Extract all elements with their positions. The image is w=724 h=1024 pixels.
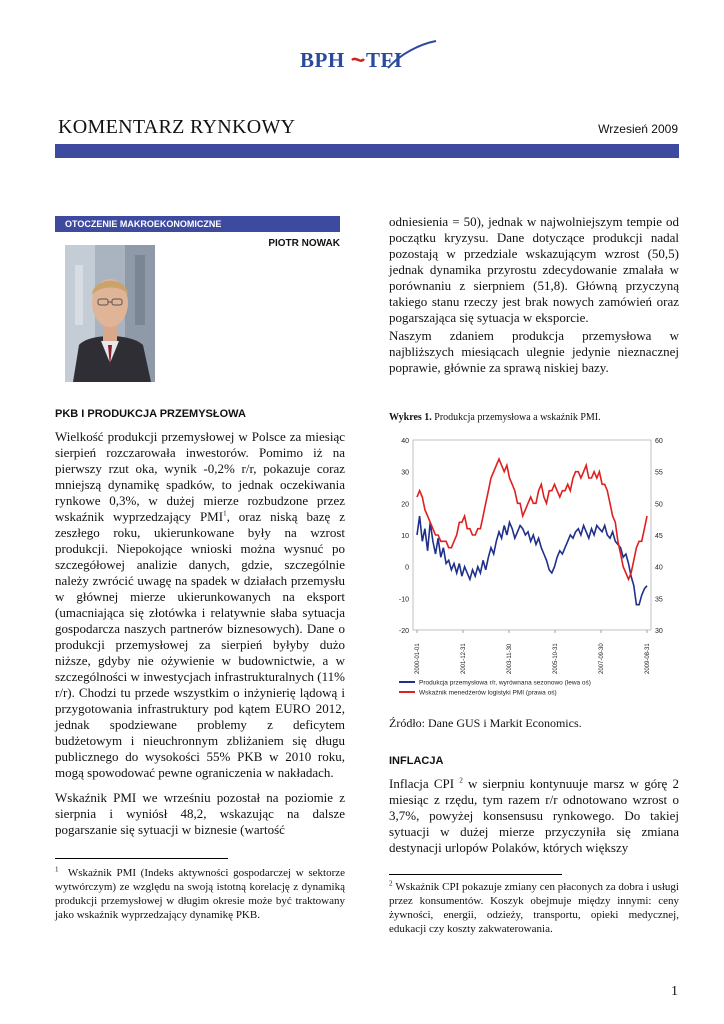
issue-date: Wrzesień 2009	[598, 122, 678, 136]
legend-label-1: Produkcja przemysłowa r/r, wyrównana sezonowo (lewa oś)	[419, 679, 591, 687]
y-left-tick-label: 40	[401, 438, 409, 445]
pkb-paragraph-4: Naszym zdaniem produkcja przemysłowa w najbliższych miesiącach ulegnie jedynie nieznacznej poprawie, głównie za sprawą niskiej bazy.	[389, 328, 679, 375]
y-right-tick-label: 45	[655, 533, 663, 540]
x-tick-label: 2003-11-30	[507, 643, 513, 674]
page-title: KOMENTARZ RYNKOWY	[58, 116, 296, 138]
section-label: OTOCZENIE MAKROEKONOMICZNE	[55, 216, 340, 232]
footnote-rule-2	[389, 874, 562, 875]
series-line-1	[417, 516, 647, 605]
plot-frame	[413, 440, 651, 630]
logo-tfi: TFI	[366, 48, 403, 72]
legend-label-2: Wskaźnik menedżerów logistyki PMI (prawa oś)	[419, 689, 557, 697]
y-right-tick-label: 35	[655, 596, 663, 604]
x-tick-label: 2007-09-30	[599, 643, 605, 674]
y-left-tick-label: 30	[401, 469, 409, 477]
footnote-rule	[55, 858, 228, 859]
y-left-tick-label: -10	[398, 596, 409, 604]
x-tick-label: 2000-01-01	[415, 643, 421, 674]
x-tick-label: 2009-08-31	[645, 643, 651, 674]
author-photo	[65, 245, 155, 382]
header-band	[55, 144, 679, 158]
author-name: PIOTR NOWAK	[268, 238, 340, 249]
inflacja-paragraph: Inflacja CPI $^2$ w sierpniu kontynuuje marsz w górę 2 miesiąc z rzędu, tym razem r/r odnotowano wzrost o 3,7%, powyżej konsensusu rynkowego. Do takiej sytuacji w dużej mierze przyczyniła się zmiana destynacji urlopów Polaków, których większy	[389, 776, 680, 855]
page-number: 1	[671, 984, 678, 999]
y-left-tick-label: -20	[398, 628, 409, 635]
pkb-paragraph-2: Wskaźnik PMI we wrześniu pozostał na poziomie z sierpnia i wyniósł 48,2, wskazując na dalsze pogarszanie się sytuacji w biznesie (wartość	[55, 790, 345, 837]
chart-source: Źródło: Dane GUS i Markit Economics.	[389, 716, 582, 730]
y-right-tick-label: 60	[655, 438, 663, 445]
pkb-heading: PKB I PRODUKCJA PRZEMYSŁOWA	[55, 408, 246, 420]
y-right-tick-label: 50	[655, 501, 663, 509]
pkb-paragraph-1: Wielkość produkcji przemysłowej w Polsce za miesiąc sierpień rozczarowała inwestorów. Pomimo iż na pierwszy rzut oka, wynik -0,2% r/r, pokazuje coraz mniejszą dynamikę spadków, to jednak oczekiwania rynkowe 0,3%, w dużej mierze rozbudzone przez wskaźnik wyprzedzający PMI$^1$, oraz niską bazę z zeszłego roku, ukierunkowane były na wzrost produkcji. Niepokojące wnioski można wysnuć po szczegółowej analizie danych, gdzie, szczególnie należy zwrócić uwagę na spadek w działach przemysłu w głównej mierze ukierunkowanych na eksport (umacniająca się złotówka i relatywnie słaba sytuacja gospodarcza naszych partnerów biznesowych). Dane o produkcji przemysłowej za sierpień byłyby dużo niższe, gdyby nie ożywienie w budownictwie, a w szczególności w inwestycjach infrastrukturalnych (11% r/r). Chodzi tu przede wszystkim o inżynierię lądową i przygotowania infrastruktury pod kątem EURO 2012, jednak spodziewane problemy z deficytem budżetowym i nieuchronnym zbliżaniem się długu publicznego do wysokości 55% PKB w 2010 roku, mogą spowodować pewne ograniczenia w nakładach.	[55, 429, 345, 780]
series-line-2	[417, 459, 647, 579]
y-left-tick-label: 0	[405, 564, 409, 572]
footnote-2: $^2$ Wskaźnik CPI pokazuje zmiany cen płaconych za dobra i usługi przez konsumentów. Koszyk obejmuje między innymi: ceny żywności, energii, odzieży, transportu, opieki medycznej, edukacji czy koszty zakwaterowania.	[389, 879, 679, 935]
x-tick-label: 2005-10-31	[553, 643, 559, 674]
bph-tfi-logo	[300, 40, 440, 80]
y-right-tick-label: 40	[655, 564, 663, 572]
y-right-tick-label: 30	[655, 628, 663, 635]
chart-caption: Wykres 1. Produkcja przemysłowa a wskaźnik PMI.	[389, 412, 601, 423]
y-left-tick-label: 10	[401, 533, 409, 540]
x-tick-label: 2001-12-31	[461, 643, 467, 674]
pkb-paragraph-3: odniesienia = 50), jednak w najwolniejszym tempie od początku kryzysu. Dane dotyczące produkcji nadal pozostają w przedziale wskazującym wzrost (50,5) jednak dynamika przyrostu zdecydowanie zmalała w porównaniu z sierpniem (51,8). Główną przyczyną takiego stanu rzeczy jest brak nowych zamówień oraz pogarszająca się sytuacja w eksporcie.	[389, 214, 679, 325]
chart	[389, 426, 679, 710]
logo-bph: BPH	[300, 48, 345, 72]
footnote-1: $^1$ Wskaźnik PMI (Indeks aktywności gospodarczej w sektorze wytwórczym) ze względu na swoją istotną korelację z dynamiką produkcji przemysłowej w długim okresie może być traktowany jako wskaźnik wyprzedzający dynamikę PKB.	[55, 865, 345, 921]
inflacja-heading: INFLACJA	[389, 755, 444, 767]
y-left-tick-label: 20	[401, 501, 409, 509]
y-right-tick-label: 55	[655, 469, 663, 477]
